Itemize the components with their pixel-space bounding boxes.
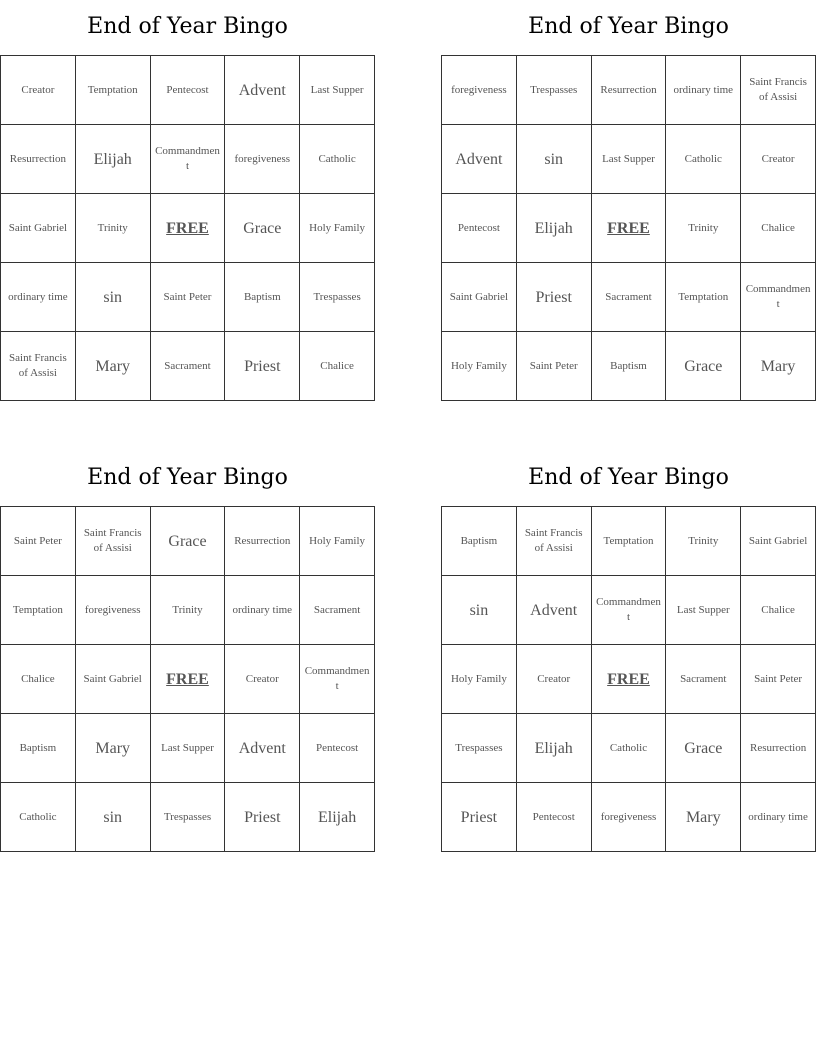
bingo-cell: Elijah: [75, 125, 150, 194]
bingo-cell: Pentecost: [442, 194, 517, 263]
bingo-cell: Elijah: [300, 783, 375, 852]
bingo-cell: Saint Peter: [1, 507, 76, 576]
bingo-cell: Sacrament: [300, 576, 375, 645]
bingo-cell: sin: [75, 783, 150, 852]
bingo-cell: Last Supper: [591, 125, 666, 194]
bingo-cell: Commandment: [741, 263, 816, 332]
bingo-cell: Mary: [666, 783, 741, 852]
bingo-grid: [441, 506, 816, 852]
bingo-cell: Mary: [75, 332, 150, 401]
grid-row: [442, 194, 816, 263]
bingo-cell: Saint Francis of Assisi: [1, 332, 76, 401]
bingo-cell: Trinity: [666, 507, 741, 576]
bingo-cell: Saint Francis of Assisi: [516, 507, 591, 576]
grid-row: [442, 125, 816, 194]
grid-row: [442, 263, 816, 332]
bingo-cell: Elijah: [516, 714, 591, 783]
grid-row: [1, 714, 375, 783]
bingo-cell: Holy Family: [442, 645, 517, 714]
bingo-cell: Last Supper: [300, 56, 375, 125]
bingo-cell: Resurrection: [225, 507, 300, 576]
bingo-cell: sin: [442, 576, 517, 645]
bingo-cell: ordinary time: [741, 783, 816, 852]
bingo-cell: Saint Gabriel: [1, 194, 76, 263]
card-title: End of Year Bingo: [528, 14, 729, 39]
bingo-card-3: [0, 451, 375, 852]
bingo-cell: Saint Francis of Assisi: [741, 56, 816, 125]
bingo-cell: Priest: [225, 332, 300, 401]
bingo-cell: Catholic: [1, 783, 76, 852]
bingo-cell: Temptation: [1, 576, 76, 645]
bingo-cell: ordinary time: [666, 56, 741, 125]
bingo-cell: Trespasses: [442, 714, 517, 783]
free-space-cell: FREE: [150, 645, 225, 714]
free-space-cell: FREE: [150, 194, 225, 263]
bingo-cell: Commandment: [300, 645, 375, 714]
bingo-grid: [441, 55, 816, 401]
bingo-cell: Chalice: [1, 645, 76, 714]
card-title: End of Year Bingo: [87, 465, 288, 490]
bingo-cell: Sacrament: [591, 263, 666, 332]
bingo-cell: Priest: [442, 783, 517, 852]
bingo-cell: Grace: [225, 194, 300, 263]
bingo-cell: Trespasses: [516, 56, 591, 125]
bingo-card-2: [441, 0, 816, 401]
bingo-card-4: [441, 451, 816, 852]
bingo-cell: Catholic: [666, 125, 741, 194]
grid-row: [442, 507, 816, 576]
bingo-cell: Advent: [225, 714, 300, 783]
bingo-cell: Advent: [516, 576, 591, 645]
bingo-cell: Creator: [741, 125, 816, 194]
bingo-cell: Grace: [150, 507, 225, 576]
grid-row: [442, 783, 816, 852]
bingo-card-1: [0, 0, 375, 401]
bingo-cell: Grace: [666, 332, 741, 401]
bingo-cell: Saint Gabriel: [741, 507, 816, 576]
grid-row: [442, 56, 816, 125]
bingo-cell: ordinary time: [1, 263, 76, 332]
bingo-cell: Chalice: [741, 194, 816, 263]
grid-row: [442, 714, 816, 783]
bingo-cell: Grace: [666, 714, 741, 783]
bingo-cell: Trinity: [150, 576, 225, 645]
bingo-grid: [0, 55, 375, 401]
bingo-cell: Catholic: [300, 125, 375, 194]
bingo-cell: Trinity: [75, 194, 150, 263]
bingo-cell: Creator: [225, 645, 300, 714]
bingo-cell: Advent: [442, 125, 517, 194]
bingo-cell: Pentecost: [300, 714, 375, 783]
bingo-cell: Saint Peter: [741, 645, 816, 714]
grid-row: [1, 263, 375, 332]
bingo-cell: foregiveness: [442, 56, 517, 125]
bingo-grid: [0, 506, 375, 852]
bingo-cell: Baptism: [225, 263, 300, 332]
bingo-cell: Commandment: [150, 125, 225, 194]
bingo-cell: Advent: [225, 56, 300, 125]
grid-row: [1, 125, 375, 194]
bingo-cell: Trespasses: [300, 263, 375, 332]
bingo-cell: Temptation: [591, 507, 666, 576]
bingo-cell: Baptism: [1, 714, 76, 783]
bingo-cell: Resurrection: [591, 56, 666, 125]
bingo-cell: Holy Family: [300, 507, 375, 576]
bingo-cell: Trespasses: [150, 783, 225, 852]
bingo-cell: Temptation: [666, 263, 741, 332]
bingo-cell: Commandment: [591, 576, 666, 645]
grid-row: [442, 645, 816, 714]
bingo-cell: Mary: [741, 332, 816, 401]
grid-row: [442, 332, 816, 401]
bingo-cell: Elijah: [516, 194, 591, 263]
bingo-cell: Chalice: [741, 576, 816, 645]
grid-row: [1, 576, 375, 645]
bingo-cell: Creator: [516, 645, 591, 714]
grid-row: [1, 194, 375, 263]
bingo-cell: foregiveness: [75, 576, 150, 645]
bingo-cell: Temptation: [75, 56, 150, 125]
card-title: End of Year Bingo: [528, 465, 729, 490]
bingo-cell: Baptism: [442, 507, 517, 576]
bingo-cell: Saint Peter: [516, 332, 591, 401]
bingo-cell: Resurrection: [741, 714, 816, 783]
bingo-cell: Holy Family: [442, 332, 517, 401]
bingo-cell: Trinity: [666, 194, 741, 263]
bingo-cell: Saint Gabriel: [442, 263, 517, 332]
grid-row: [1, 332, 375, 401]
free-space-cell: FREE: [591, 194, 666, 263]
free-space-cell: FREE: [591, 645, 666, 714]
bingo-cell: Pentecost: [516, 783, 591, 852]
bingo-cell: Sacrament: [666, 645, 741, 714]
bingo-cell: Holy Family: [300, 194, 375, 263]
bingo-cell: Pentecost: [150, 56, 225, 125]
bingo-cell: Catholic: [591, 714, 666, 783]
bingo-cell: Last Supper: [150, 714, 225, 783]
bingo-cell: Mary: [75, 714, 150, 783]
bingo-cell: sin: [516, 125, 591, 194]
bingo-cell: foregiveness: [225, 125, 300, 194]
bingo-cell: Chalice: [300, 332, 375, 401]
card-title: End of Year Bingo: [87, 14, 288, 39]
bingo-cell: Priest: [225, 783, 300, 852]
bingo-cell: foregiveness: [591, 783, 666, 852]
grid-row: [442, 576, 816, 645]
bingo-cell: Sacrament: [150, 332, 225, 401]
bingo-cell: Saint Gabriel: [75, 645, 150, 714]
grid-row: [1, 783, 375, 852]
bingo-cell: ordinary time: [225, 576, 300, 645]
bingo-cell: Saint Francis of Assisi: [75, 507, 150, 576]
bingo-cell: Resurrection: [1, 125, 76, 194]
bingo-cell: sin: [75, 263, 150, 332]
grid-row: [1, 507, 375, 576]
bingo-cell: Priest: [516, 263, 591, 332]
bingo-cell: Creator: [1, 56, 76, 125]
bingo-cell: Last Supper: [666, 576, 741, 645]
bingo-cell: Baptism: [591, 332, 666, 401]
bingo-cell: Saint Peter: [150, 263, 225, 332]
grid-row: [1, 56, 375, 125]
grid-row: [1, 645, 375, 714]
